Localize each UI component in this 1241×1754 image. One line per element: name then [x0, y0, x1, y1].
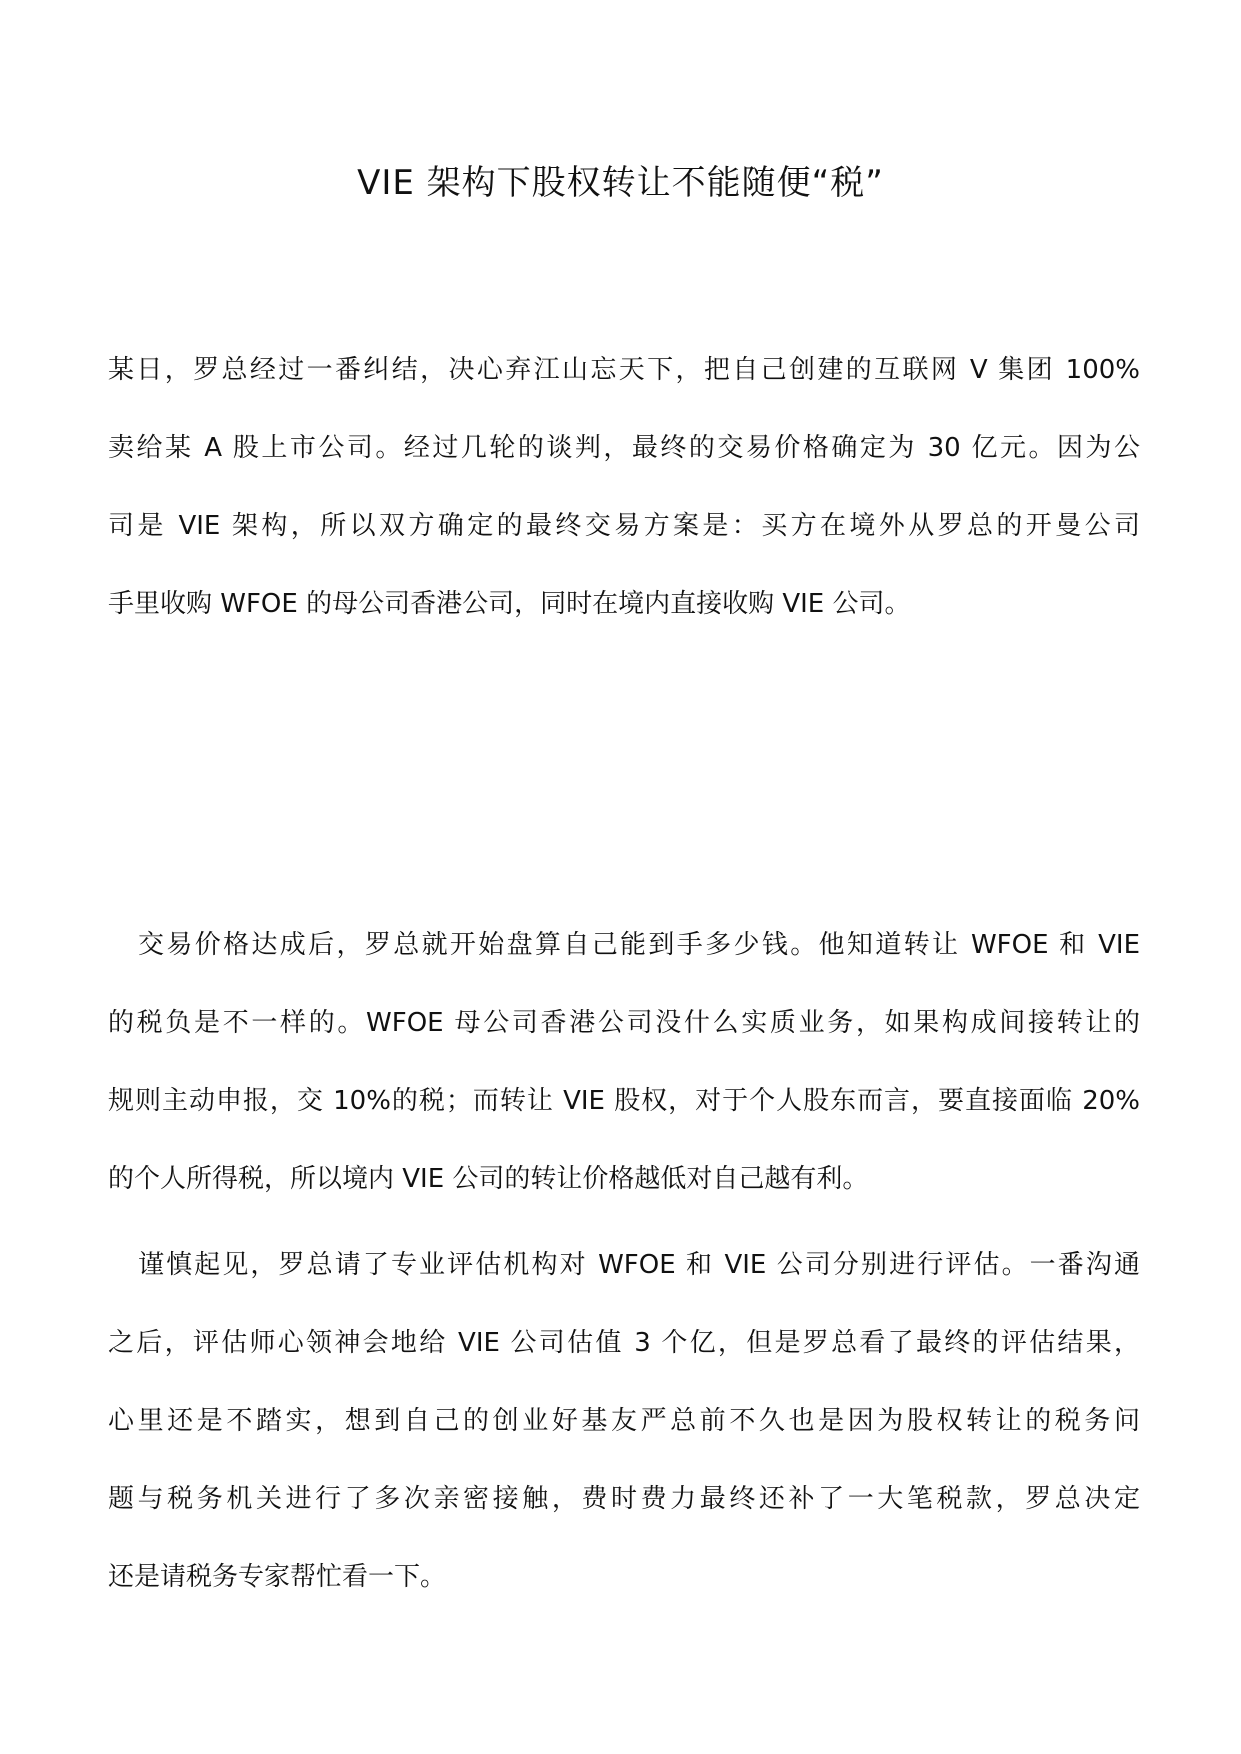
paragraph-line: 的税负是不一样的。WFOE 母公司香港公司没什么实质业务，如果构成间接转让的 — [108, 1008, 1140, 1038]
paragraph-line: 规则主动申报，交 10%的税；而转让 VIE 股权，对于个人股东而言，要直接面临 20% — [108, 1086, 1140, 1116]
paragraph-line: 卖给某 A 股上市公司。经过几轮的谈判，最终的交易价格确定为 30 亿元。因为公 — [108, 433, 1140, 463]
paragraph-line: 还是请税务专家帮忙看一下。 — [108, 1562, 447, 1592]
paragraph-line: 谨慎起见，罗总请了专业评估机构对 WFOE 和 VIE 公司分别进行评估。一番沟通 — [138, 1250, 1140, 1280]
paragraph-2 — [108, 906, 1140, 1218]
paragraph-line: 之后，评估师心领神会地给 VIE 公司估值 3 个亿，但是罗总看了最终的评估结果， — [108, 1328, 1140, 1358]
paragraph-line: 某日，罗总经过一番纠结，决心弃江山忘天下，把自己创建的互联网 V 集团 100% — [108, 355, 1140, 385]
paragraph-line: 心里还是不踏实，想到自己的创业好基友严总前不久也是因为股权转让的税务问 — [108, 1406, 1140, 1436]
paragraph-line: 交易价格达成后，罗总就开始盘算自己能到手多少钱。他知道转让 WFOE 和 VIE — [138, 930, 1140, 960]
paragraph-3 — [108, 1226, 1140, 1616]
paragraph-line: 手里收购 WFOE 的母公司香港公司，同时在境内直接收购 VIE 公司。 — [108, 589, 911, 619]
paragraph-line: 的个人所得税，所以境内 VIE 公司的转让价格越低对自己越有利。 — [108, 1164, 869, 1194]
paragraph-line: 司是 VIE 架构，所以双方确定的最终交易方案是：买方在境外从罗总的开曼公司 — [108, 511, 1140, 541]
document-title: VIE 架构下股权转让不能随便“税” — [357, 163, 884, 203]
paragraph-line: 题与税务机关进行了多次亲密接触，费时费力最终还补了一大笔税款，罗总决定 — [108, 1484, 1140, 1514]
paragraph-1 — [108, 331, 1140, 643]
